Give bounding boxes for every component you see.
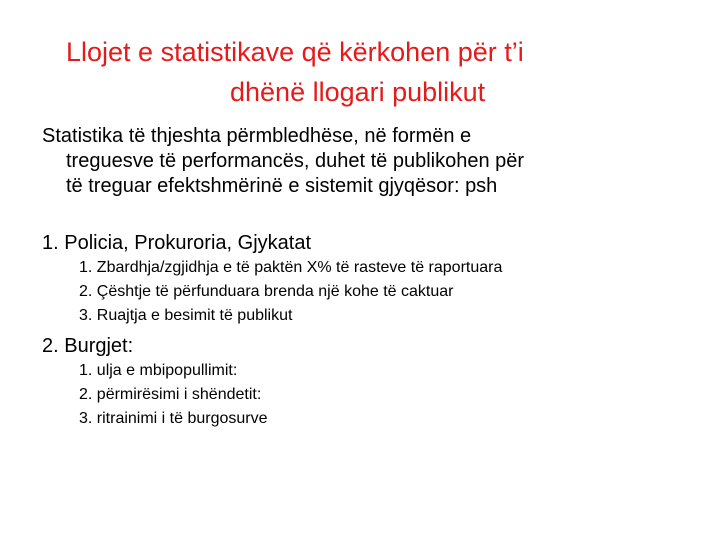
intro-line-1: Statistika të thjeshta përmbledhëse, në formën e bbox=[42, 125, 472, 147]
list-item: 3. ritrainimi i të burgosurve bbox=[79, 410, 268, 427]
slide-title-line-2: dhënë llogari publikut bbox=[230, 77, 486, 107]
slide-title-line-1: Llojet e statistikave që kërkohen për t’i bbox=[66, 37, 524, 67]
section-heading: 2. Burgjet: bbox=[42, 335, 134, 357]
slide-title bbox=[0, 32, 720, 112]
intro-line-2: treguesve të performancës, duhet të publikohen për bbox=[66, 150, 525, 172]
list-item: 1. Zbardhja/zgjidhja e të paktën X% të rasteve të raportuara bbox=[79, 259, 503, 276]
section-heading: 1. Policia, Prokuroria, Gjykatat bbox=[42, 232, 311, 254]
section-prisons bbox=[42, 334, 268, 431]
list-item: 3. Ruajtja e besimit të publikut bbox=[79, 307, 293, 324]
list-item: 1. ulja e mbipopullimit: bbox=[79, 362, 238, 379]
list-item: 2. Çështje të përfunduara brenda një kohe të caktuar bbox=[79, 283, 454, 300]
intro-paragraph bbox=[42, 124, 702, 199]
intro-line-3: të treguar efektshmërinë e sistemit gjyqësor: psh bbox=[66, 175, 498, 197]
section-police-prosecution-courts bbox=[42, 231, 502, 328]
list-item: 2. përmirësimi i shëndetit: bbox=[79, 386, 262, 403]
